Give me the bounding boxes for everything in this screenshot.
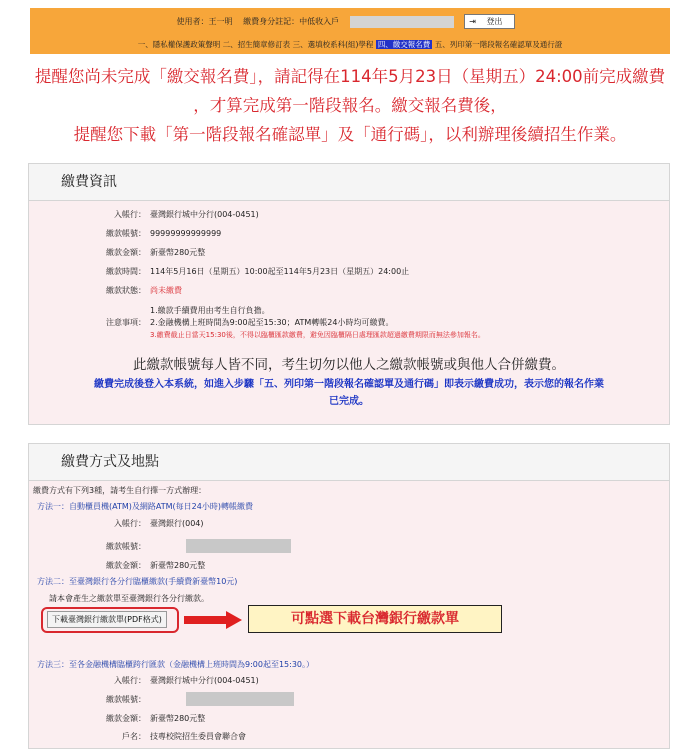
row-value: 新臺幣280元整	[150, 248, 206, 257]
identity-label: 繳費身分註記：中低收入戶	[243, 17, 340, 26]
top-header	[30, 8, 670, 54]
completion-line-2: 已完成。	[329, 396, 369, 407]
status-badge: 尚未繳費	[150, 286, 182, 295]
logout-label: 登出	[486, 17, 503, 26]
notice-line-2: ，才算完成第一階段報名。繳交報名費後，	[193, 96, 507, 115]
row-label: 繳款金額：	[106, 714, 146, 723]
row-label: 繳款帳號：	[106, 229, 146, 238]
completion-line-1: 繳費完成後登入本系統，如進入步驟「五、列印第一階段報名確認單及通行碼」即表示繳費成功，表示您的報名作業	[94, 379, 604, 390]
notice-line-1: 提醒您尚未完成「繳交報名費」，請記得在114年5月23日（星期五）24:00前完成繳費	[34, 67, 666, 86]
user-info-line	[30, 14, 670, 29]
method1-heading: 方法一：自動櫃員機(ATM)及網路ATM(每日24小時)轉帳繳費	[37, 502, 253, 511]
deadline-notice	[30, 62, 670, 149]
row-value: 新臺幣280元整	[150, 714, 206, 723]
step-menu	[30, 39, 670, 50]
row-label: 繳款帳號：	[106, 542, 146, 551]
row-label: 入帳行：	[114, 676, 146, 685]
row-label: 繳款狀態：	[106, 286, 146, 295]
note-3: 3.繳費截止日當天15:30後，不得以臨櫃匯款繳費，避免因臨櫃隔日處理匯款超過繳費期限而無法參加報名。	[150, 331, 485, 339]
row-value: 臺灣銀行(004)	[150, 519, 204, 528]
note-1: 1.繳款手續費用由考生自行負擔。	[150, 306, 270, 315]
row-label: 繳款金額：	[106, 248, 146, 257]
menu-step-pay-fee[interactable]: 四、繳交報名費	[377, 40, 431, 49]
account-redacted	[186, 539, 291, 553]
logout-icon: ⇥	[469, 17, 476, 26]
method3-heading: 方法三：至各金融機構臨櫃跨行匯款（金融機構上班時間為9:00起至15:30。）	[37, 660, 315, 669]
row-value: 技專校院招生委員會聯合會	[150, 732, 246, 741]
download-pdf-button[interactable]: 下載臺灣銀行繳款單(PDF格式)	[47, 611, 167, 628]
method2-heading: 方法二：至臺灣銀行各分行臨櫃繳款(手續費新臺幣10元)	[37, 577, 238, 586]
identity-redacted	[350, 16, 454, 28]
row-value: 114年5月16日（星期五）10:00起至114年5月23日（星期五）24:00止	[150, 267, 410, 276]
row-value: 臺灣銀行城中分行(004-0451)	[150, 676, 259, 685]
account-redacted	[186, 692, 294, 706]
menu-steps-prefix[interactable]: 一、隱私權保護政策聲明 二、招生簡章修訂表 三、選填校系科(組)學程	[137, 40, 374, 49]
row-label: 繳款金額：	[106, 561, 146, 570]
methods-intro: 繳費方式有下列3種，請考生自行擇一方式辦理：	[33, 486, 207, 495]
row-value: 新臺幣280元整	[150, 561, 206, 570]
note-2: 2.金融機構上班時間為9:00起至15:30；ATM轉帳24小時均可繳費。	[150, 318, 394, 327]
payment-info-title: 繳費資訊	[29, 164, 669, 201]
payment-methods-panel	[28, 443, 670, 749]
row-value: 臺灣銀行城中分行(004-0451)	[150, 210, 259, 219]
logout-button[interactable]	[464, 14, 515, 29]
row-label: 入帳行：	[114, 519, 146, 528]
row-label: 繳款帳號：	[106, 695, 146, 704]
row-value: 99999999999999	[150, 229, 222, 238]
method2-desc: 請本會產生之繳款單至臺灣銀行各分行繳款。	[49, 594, 209, 603]
menu-step-print[interactable]: 五、列印第一階段報名確認單及通行證	[434, 40, 563, 49]
arrow-right-icon	[184, 611, 244, 629]
download-callout: 可點選下載台灣銀行繳款單	[248, 605, 502, 633]
row-label: 入帳行：	[114, 210, 146, 219]
user-name: 使用者：王一明	[176, 17, 233, 26]
notice-line-3: 提醒您下載「第一階段報名確認單」及「通行碼」，以利辦理後續招生作業。	[73, 125, 627, 144]
account-warning: 此繳款帳號每人皆不同，考生切勿以他人之繳款帳號或與他人合併繳費。	[133, 357, 565, 373]
row-label: 戶名：	[122, 732, 146, 741]
payment-info-panel	[28, 163, 670, 425]
payment-methods-title: 繳費方式及地點	[29, 444, 669, 481]
row-label: 繳款時間：	[106, 267, 146, 276]
notes-label: 注意事項：	[106, 318, 146, 327]
